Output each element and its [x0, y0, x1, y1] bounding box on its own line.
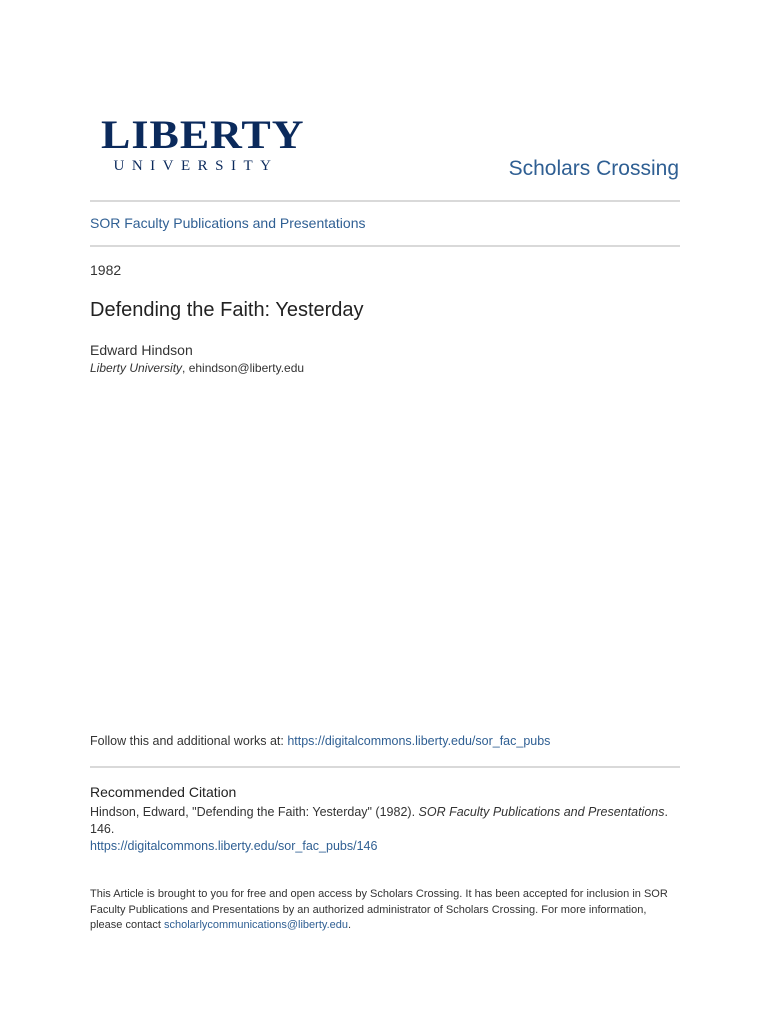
divider-series — [90, 245, 680, 247]
affiliation-text: Liberty University — [90, 361, 183, 375]
citation-url-link[interactable]: https://digitalcommons.liberty.edu/sor_fac_pubs/146 — [90, 839, 378, 853]
divider-top — [90, 200, 680, 202]
notice-text: This Article is brought to you for free and open access by Scholars Crossing. It has been accepted for inclusion in SOR Faculty Publications and Presentations by an authorized administrator of Scholars Crossing. For more information, please contact — [90, 888, 668, 931]
logo-subtitle: UNIVERSITY — [113, 158, 279, 174]
recommended-citation-heading: Recommended Citation — [90, 784, 237, 800]
article-title: Defending the Faith: Yesterday — [90, 299, 364, 321]
author-affiliation — [90, 361, 304, 375]
author-email: , ehindson@liberty.edu — [182, 361, 305, 375]
citation-block — [90, 804, 680, 855]
citation-text: Hindson, Edward, "Defending the Faith: Yesterday" (1982). — [90, 805, 419, 819]
follow-line — [90, 734, 550, 748]
series-link[interactable]: SOR Faculty Publications and Presentations — [90, 215, 366, 231]
follow-url-link[interactable]: https://digitalcommons.liberty.edu/sor_fac_pubs — [287, 734, 551, 748]
scholars-crossing-link[interactable]: Scholars Crossing — [508, 157, 679, 180]
logo-wordmark: LIBERTY — [101, 112, 305, 158]
liberty-university-logo — [101, 112, 305, 174]
divider-citation — [90, 766, 680, 768]
notice-end: . — [347, 919, 352, 931]
contact-email-link[interactable]: scholarlycommunications@liberty.edu — [164, 919, 348, 931]
follow-prefix: Follow this and additional works at: — [90, 734, 288, 748]
publication-year: 1982 — [90, 262, 122, 278]
author-name: Edward Hindson — [90, 342, 193, 358]
access-notice — [90, 887, 680, 934]
citation-series: SOR Faculty Publications and Presentations — [418, 805, 665, 819]
citation-number: . 146. — [90, 805, 668, 836]
